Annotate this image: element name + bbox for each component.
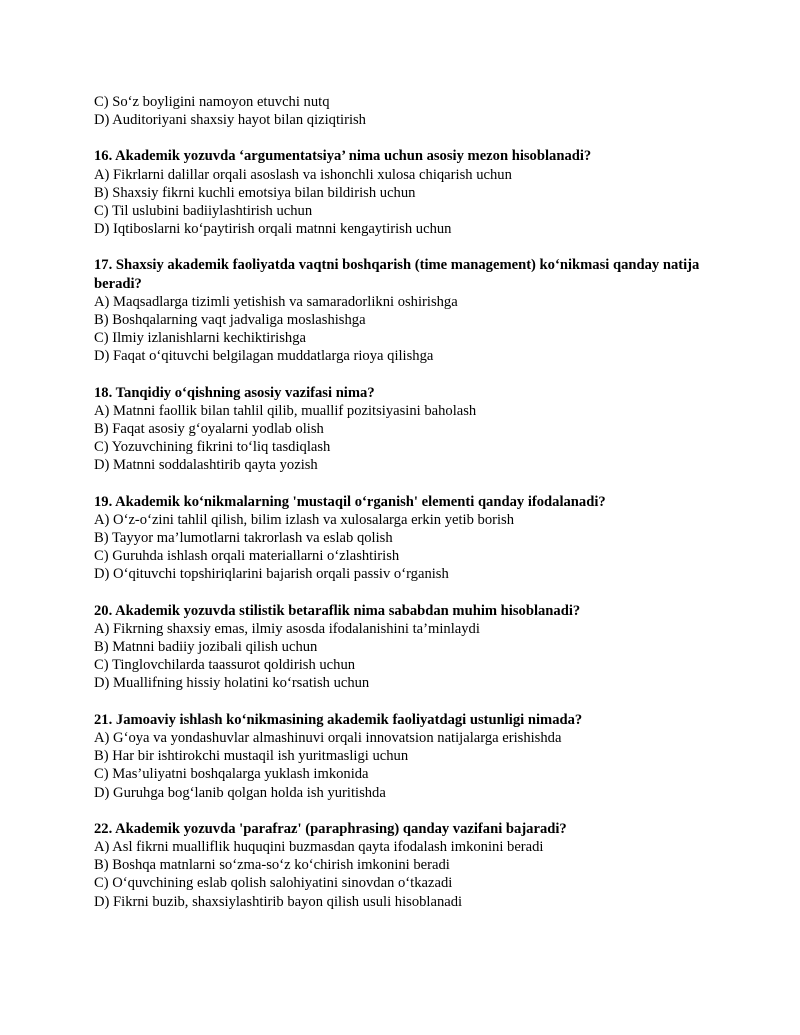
question-19 bbox=[94, 493, 734, 584]
question-22 bbox=[94, 820, 734, 911]
option-line: A) O‘z-o‘zini tahlil qilish, bilim izlash va xulosalarga erkin yetib borish bbox=[94, 511, 515, 528]
question-title: 20. Akademik yozuvda stilistik betaraflik nima sababdan muhim hisoblanadi? bbox=[94, 602, 581, 619]
option-line: B) Har bir ishtirokchi mustaqil ish yuritmasligi uchun bbox=[94, 748, 409, 765]
option-line: B) Faqat asosiy g‘oyalarni yodlab olish bbox=[94, 421, 324, 438]
option-line: C) Guruhda ishlash orqali materiallarni o‘zlashtirish bbox=[94, 548, 400, 565]
option-line: A) Fikrlarni dalillar orqali asoslash va ishonchli xulosa chiqarish uchun bbox=[94, 166, 512, 183]
option-line: D) Fikrni buzib, shaxsiylashtirib bayon qilish usuli hisoblanadi bbox=[94, 893, 463, 910]
question-17 bbox=[94, 256, 734, 365]
question-title: 22. Akademik yozuvda 'parafraz' (paraphrasing) qanday vazifani bajaradi? bbox=[94, 820, 567, 837]
option-line: B) Shaxsiy fikrni kuchli emotsiya bilan bildirish uchun bbox=[94, 184, 416, 201]
option-line: C) Ilmiy izlanishlarni kechiktirishga bbox=[94, 330, 306, 347]
question-title: 21. Jamoaviy ishlash ko‘nikmasining akademik faoliyatdagi ustunligi nimada? bbox=[94, 711, 583, 728]
question-title: 18. Tanqidiy o‘qishning asosiy vazifasi nima? bbox=[94, 384, 375, 401]
option-line: D) Faqat o‘qituvchi belgilagan muddatlarga rioya qilishga bbox=[94, 348, 434, 365]
option-line: B) Matnni badiiy jozibali qilish uchun bbox=[94, 639, 318, 656]
option-line: C) So‘z boyligini namoyon etuvchi nutq bbox=[94, 94, 330, 110]
question-21 bbox=[94, 711, 734, 802]
option-line: D) Matnni soddalashtirib qayta yozish bbox=[94, 457, 318, 474]
option-line: A) Matnni faollik bilan tahlil qilib, muallif pozitsiyasini baholash bbox=[94, 402, 477, 419]
option-line: C) O‘quvchining eslab qolish salohiyatini sinovdan o‘tkazadi bbox=[94, 875, 453, 892]
leading-options bbox=[94, 93, 734, 129]
option-line: D) Iqtiboslarni ko‘paytirish orqali matnni kengaytirish uchun bbox=[94, 221, 452, 238]
option-line: B) Boshqa matnlarni so‘zma-so‘z ko‘chirish imkonini beradi bbox=[94, 857, 450, 874]
option-line: A) G‘oya va yondashuvlar almashinuvi orqali innovatsion natijalarga erishishda bbox=[94, 729, 562, 746]
option-line: D) Guruhga bog‘lanib qolgan holda ish yuritishda bbox=[94, 784, 386, 801]
option-line: A) Asl fikrni mualliflik huquqini buzmasdan qayta ifodalash imkonini beradi bbox=[94, 838, 544, 855]
option-line: C) Mas’uliyatni boshqalarga yuklash imkonida bbox=[94, 766, 369, 783]
option-line: D) O‘qituvchi topshiriqlarini bajarish orqali passiv o‘rganish bbox=[94, 566, 449, 583]
document-page bbox=[94, 93, 734, 911]
question-18 bbox=[94, 384, 734, 475]
question-title: 19. Akademik ko‘nikmalarning 'mustaqil o‘rganish' elementi qanday ifodalanadi? bbox=[94, 493, 606, 510]
question-20 bbox=[94, 602, 734, 693]
option-line: A) Maqsadlarga tizimli yetishish va samaradorlikni oshirishga bbox=[94, 293, 458, 310]
option-line: C) Yozuvchining fikrini to‘liq tasdiqlash bbox=[94, 439, 331, 456]
question-title: 17. Shaxsiy akademik faoliyatda vaqtni boshqarish (time management) ko‘nikmasi qanday natija beradi? bbox=[94, 257, 700, 292]
option-line: B) Tayyor ma’lumotlarni takrorlash va eslab qolish bbox=[94, 530, 393, 547]
question-16 bbox=[94, 147, 734, 238]
option-line: C) Tinglovchilarda taassurot qoldirish uchun bbox=[94, 657, 356, 674]
option-line: D) Auditoriyani shaxsiy hayot bilan qiziqtirish bbox=[94, 112, 366, 129]
option-line: D) Muallifning hissiy holatini ko‘rsatish uchun bbox=[94, 675, 370, 692]
option-line: A) Fikrning shaxsiy emas, ilmiy asosda ifodalanishini ta’minlaydi bbox=[94, 620, 480, 637]
question-title: 16. Akademik yozuvda ‘argumentatsiya’ nima uchun asosiy mezon hisoblanadi? bbox=[94, 148, 592, 165]
option-line: C) Til uslubini badiiylashtirish uchun bbox=[94, 203, 313, 220]
option-line: B) Boshqalarning vaqt jadvaliga moslashishga bbox=[94, 312, 366, 329]
